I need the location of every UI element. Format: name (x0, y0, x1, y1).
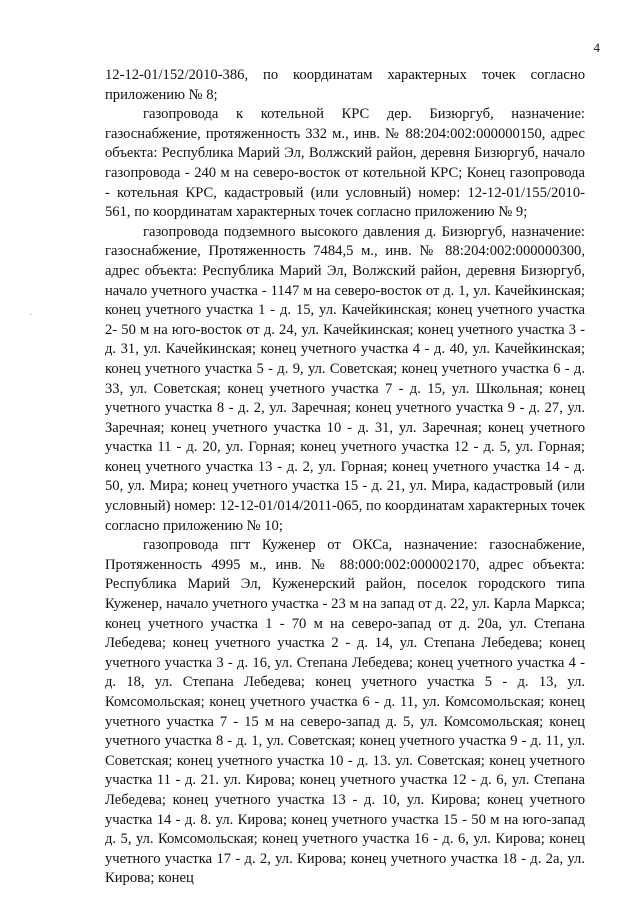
paragraph-gas-pipeline-high-pressure: газопровода подземного высокого давления д. Бизюргуб, назначение: газоснабжение, Протяженность 7484,5 м., инв. № 88:204:002:000000300, адрес объекта: Республика Марий Эл, Волжский район, деревня Бизюргуб, начало учетного участка - 1147 м на северо-восток от д. 1, ул. Качейкинская; конец учетного участка 1 - д. 15, ул. Качейкинская; конец учетного участка 2- 50 м на юго-восток от д. 24, ул. Качейкинская; конец учетного участка 3 - д. 31, ул. Качейкинская; конец учетного участка 4 - д. 40, ул. Качейкинская; конец учетного участка 5 - д. 9, ул. Советская; конец учетного участка 6 - д. 33, ул. Советская; конец учетного участка 7 - д. 15, ул. Школьная; конец учетного участка 8 - д. 2, ул. Заречная; конец учетного участка 9 - д. 27, ул. Заречная; конец учетного участка 10 - д. 31, ул. Заречная; конец учетного участка 11 - д. 20, ул. Горная; конец учетного участка 12 - д. 5, ул. Горная; конец учетного участка 13 - д. 2, ул. Горная; конец учетного участка 14 - д. 50, ул. Мира; конец учетного участка 15 - д. 21, ул. Мира, кадастровый (или условный) номер: 12-12-01/014/2011-065, по координатам характерных точек согласно приложению № 10; (105, 223, 585, 534)
paragraph-continuation: 12-12-01/152/2010-386, по координатам характерных точек согласно приложению № 8; (105, 67, 585, 103)
margin-mark: ' (30, 312, 32, 322)
paragraph-gas-pipeline-boiler: газопровода к котельной КРС дер. Бизюргуб, назначение: газоснабжение, протяженность 332 м., инв. № 88:204:002:000000150, адрес объекта: Республика Марий Эл, Волжский район, деревня Бизюргуб, начало газопровода - 240 м на северо-восток от котельной КРС; Конец газопровода - котельная КРС, кадастровый (или условный) номер: 12-12-01/155/2010-561, по координатам характерных точек согласно приложению № 9; (105, 106, 585, 221)
page-number: 4 (593, 40, 600, 55)
document-body (105, 66, 585, 889)
paragraph-gas-pipeline-kuzhener: газопровода пгт Куженер от ОКСа, назначение: газоснабжение, Протяженность 4995 м., инв. № 88:000:002:000002170, адрес объекта: Республика Марий Эл, Куженерский район, поселок городского типа Куженер, начало учетного участка - 23 м на запад от д. 22, ул. Карла Маркса; конец учетного участка 1 - 70 м на северо-запад от д. 20а, ул. Степана Лебедева; конец учетного участка 2 - д. 14, ул. Степана Лебедева; конец учетного участка 3 - д. 16, ул. Степана Лебедева; конец учетного участка 4 - д. 18, ул. Степана Лебедева; конец учетного участка 5 - д. 13, ул. Комсомольская; конец учетного участка 6 - д. 11, ул. Комсомольская; конец учетного участка 7 - 15 м на северо-запад д. 5, ул. Комсомольская; конец учетного участка 8 - д. 1, ул. Советская; конец учетного участка 9 - д. 11, ул. Советская; конец учетного участка 10 - д. 13. ул. Советская; конец учетного участка 11 - д. 21. ул. Кирова; конец учетного участка 12 - д. 6, ул. Степана Лебедева; конец учетного участка 13 - д. 10, ул. Кирова; конец учетного участка 14 - д. 8. ул. Кирова; конец учетного участка 15 - 50 м на юго-запад д. 5, ул. Комсомольская; конец учетного участка 16 - д. 6, ул. Кирова; конец учетного участка 17 - д. 2, ул. Кирова; конец учетного участка 18 - д. 2а, ул. Кирова; конец (105, 537, 585, 887)
